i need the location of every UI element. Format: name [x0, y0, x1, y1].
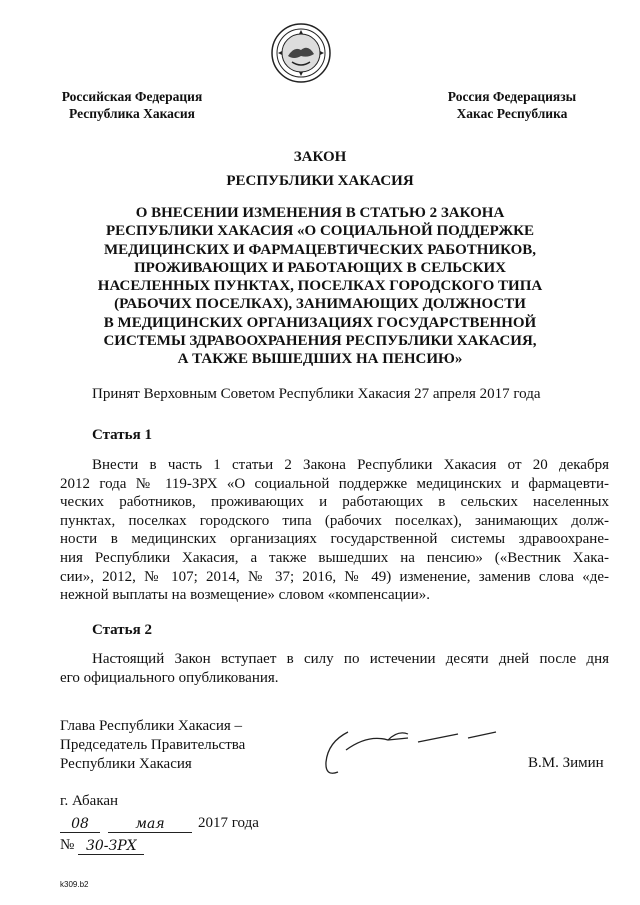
number-prefix: № — [60, 837, 75, 853]
adoption-statement: Принят Верховным Советом Республики Хакасия 27 апреля 2017 года — [92, 386, 541, 402]
position-line: Республики Хакасия — [60, 756, 192, 772]
header-left-line: Республика Хакасия — [69, 106, 195, 121]
subject-line: СИСТЕМЫ ЗДРАВООХРАНЕНИЯ РЕСПУБЛИКИ ХАКАСИЯ, — [103, 333, 537, 350]
date-year: 2017 года — [198, 815, 259, 831]
subject-line: В МЕДИЦИНСКИХ ОРГАНИЗАЦИЯХ ГОСУДАРСТВЕННОЙ — [103, 314, 537, 331]
paragraph-line: пунктах, поселках городского типа (рабочих поселках), занимающих долж- — [60, 512, 609, 529]
subject-line: НАСЕЛЕННЫХ ПУНКТАХ, ПОСЕЛКАХ ГОРОДСКОГО ТИПА — [97, 278, 543, 295]
law-subject — [80, 204, 560, 369]
header-right-line: Хакас Республика — [456, 106, 568, 121]
subject-line: О ВНЕСЕНИИ ИЗМЕНЕНИЯ В СТАТЬЮ 2 ЗАКОНА — [135, 205, 505, 221]
header-right — [432, 88, 592, 122]
position-line: Председатель Правительства — [60, 737, 246, 753]
law-number: 30-ЗРХ — [78, 838, 144, 855]
header-left — [52, 88, 212, 122]
paragraph-line: нежной выплаты на возмещение» словом «компенсации». — [60, 587, 430, 604]
subject-line: А ТАКЖЕ ВЫШЕДШИХ НА ПЕНСИЮ» — [177, 351, 463, 368]
document-subtitle: РЕСПУБЛИКИ ХАКАСИЯ — [226, 173, 414, 189]
place-date-block — [60, 792, 259, 855]
coat-of-arms-emblem — [270, 22, 332, 84]
subject-line: ПРОЖИВАЮЩИХ И РАБОТАЮЩИХ В СЕЛЬСКИХ — [133, 259, 507, 276]
date-month: мая — [108, 816, 192, 833]
paragraph-line: его официального опубликования. — [60, 669, 279, 686]
paragraph-line: сии», 2012, № 107; 2014, № 37; 2016, № 49) изменение, заменив слова «де- — [60, 568, 609, 585]
subject-line: РЕСПУБЛИКИ ХАКАСИЯ «О СОЦИАЛЬНОЙ ПОДДЕРЖКЕ — [105, 223, 535, 240]
article-2-text — [60, 650, 609, 687]
city: г. Абакан — [60, 793, 119, 809]
number-row — [60, 833, 259, 855]
header-left-line: Российская Федерация — [61, 89, 203, 104]
article-1-text — [60, 456, 609, 605]
paragraph-line: ния Республики Хакасия, а также вышедших на пенсию» («Вестник Хака- — [60, 549, 609, 566]
paragraph-line: ческих работников, проживающих и работающих в сельских населенных — [60, 494, 609, 511]
paragraph-line: ности в медицинских организациях государственной системы здравоохране- — [60, 531, 609, 548]
date-row — [60, 811, 259, 833]
paragraph-line: Настоящий Закон вступает в силу по истечении десяти дней после дня — [92, 651, 609, 667]
footer-code: k309.b2 — [60, 880, 89, 889]
paragraph-line: 2012 года № 119-ЗРХ «О социальной поддержке медицинских и фармацевти- — [60, 475, 609, 492]
subject-line: МЕДИЦИНСКИХ И ФАРМАЦЕВТИЧЕСКИХ РАБОТНИКОВ, — [103, 241, 537, 258]
handwritten-signature — [318, 722, 508, 782]
subject-line: (РАБОЧИХ ПОСЕЛКАХ), ЗАНИМАЮЩИХ ДОЛЖНОСТИ — [114, 296, 526, 313]
position-line: Глава Республики Хакасия – — [60, 718, 243, 734]
article-1-heading: Статья 1 — [92, 427, 152, 443]
date-day: 08 — [60, 816, 100, 833]
signatory-name: В.М. Зимин — [528, 755, 604, 771]
article-2-heading: Статья 2 — [92, 622, 152, 638]
header-right-line: Россия Федерациязы — [447, 89, 577, 104]
paragraph-line: Внести в часть 1 статьи 2 Закона Республики Хакасия от 20 декабря — [92, 457, 609, 473]
signatory-position — [60, 717, 245, 774]
document-title: ЗАКОН — [293, 149, 347, 165]
